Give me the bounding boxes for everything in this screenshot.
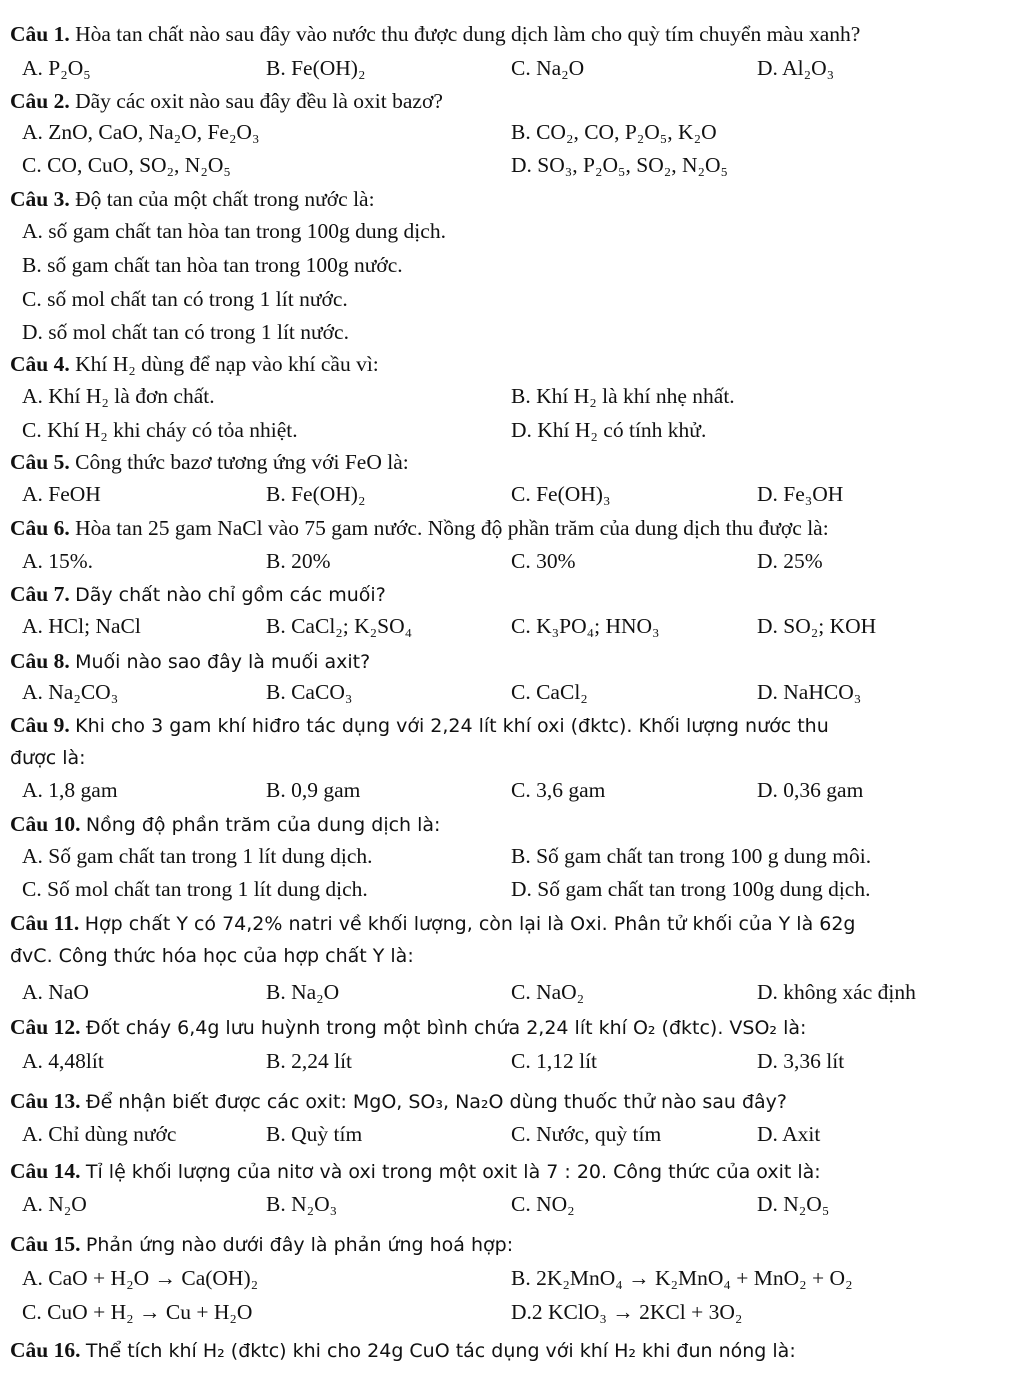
question-stem-12 — [10, 1011, 806, 1045]
question-label: Câu 4. — [10, 352, 70, 376]
question-text: Khi cho 3 gam khí hiđro tác dụng với 2,24 lít khí oxi (đktc). Khối lượng nước thu — [75, 715, 829, 737]
answer-option: D. số mol chất tan có trong 1 lít nước. — [22, 320, 349, 344]
question-text: Hợp chất Y có 74,2% natri về khối lượng, còn lại là Oxi. Phân tử khối của Y là 62g — [84, 913, 856, 935]
question-text: Phản ứng nào dưới đây là phản ứng hoá hợp: — [85, 1234, 514, 1256]
question-stem-16 — [10, 1334, 796, 1368]
answer-option: C. Khí H₂ khi cháy có tỏa nhiệt. — [22, 418, 298, 442]
question-text: Muối nào sao đây là muối axit? — [75, 651, 371, 673]
answer-option: C. số mol chất tan có trong 1 lít nước. — [22, 287, 348, 311]
question-stem-continued: đvC. Công thức hóa học của hợp chất Y là: — [10, 945, 414, 967]
question-label: Câu 8. — [10, 649, 70, 673]
question-stem-9 — [10, 709, 829, 743]
question-label: Câu 7. — [10, 582, 70, 606]
answer-option: A. Khí H₂ là đơn chất. — [22, 384, 215, 408]
answer-option: A. CaO + H₂O → Ca(OH)₂ — [22, 1266, 259, 1290]
answer-option: B. N₂O₃ — [266, 1192, 338, 1216]
question-text: Hòa tan chất nào sau đây vào nước thu được dung dịch làm cho quỳ tím chuyển màu xanh? — [75, 22, 861, 46]
answer-option: C. 1,12 lít — [511, 1049, 598, 1073]
answer-option: A. NaO — [22, 980, 89, 1004]
question-text: Thể tích khí H₂ (đktc) khi cho 24g CuO tác dụng với khí H₂ khi đun nóng là: — [85, 1340, 796, 1362]
question-stem-1 — [10, 18, 860, 51]
question-label: Câu 11. — [10, 911, 80, 935]
answer-option: C. 30% — [511, 549, 576, 573]
question-label: Câu 5. — [10, 450, 70, 474]
answer-option: A. P₂O₅ — [22, 56, 91, 80]
question-stem-continued: được là: — [10, 747, 86, 769]
answer-option: D. NaHCO₃ — [757, 680, 862, 704]
question-label: Câu 1. — [10, 22, 70, 46]
question-text: Tỉ lệ khối lượng của nitơ và oxi trong một oxit là 7 : 20. Công thức của oxit là: — [85, 1161, 821, 1183]
question-stem-4 — [10, 348, 379, 381]
answer-option: D. Khí H₂ có tính khử. — [511, 418, 707, 442]
question-stem-8 — [10, 645, 370, 679]
answer-option: B. Na₂O — [266, 980, 340, 1004]
question-label: Câu 12. — [10, 1015, 81, 1039]
answer-option: B. số gam chất tan hòa tan trong 100g nước. — [22, 253, 403, 277]
question-stem-3 — [10, 183, 375, 216]
answer-option: B. Fe(OH)₂ — [266, 482, 366, 506]
question-text: Hòa tan 25 gam NaCl vào 75 gam nước. Nồng độ phần trăm của dung dịch thu được là: — [75, 516, 829, 540]
question-stem-5 — [10, 446, 409, 479]
answer-option: B. Quỳ tím — [266, 1122, 363, 1146]
answer-option: B. CO₂, CO, P₂O₅, K₂O — [511, 120, 717, 144]
question-text: Độ tan của một chất trong nước là: — [75, 187, 375, 211]
answer-option: C. CuO + H₂ → Cu + H₂O — [22, 1300, 253, 1324]
answer-option: C. Nước, quỳ tím — [511, 1122, 662, 1146]
question-text: Khí H₂ dùng để nạp vào khí cầu vì: — [75, 352, 379, 376]
answer-option: C. CaCl₂ — [511, 680, 588, 704]
answer-option: C. CO, CuO, SO₂, N₂O₅ — [22, 153, 231, 177]
answer-option: B. CaCl₂; K₂SO₄ — [266, 614, 413, 638]
answer-option: D. SO₃, P₂O₅, SO₂, N₂O₅ — [511, 153, 729, 177]
answer-option: C. NO₂ — [511, 1192, 575, 1216]
answer-option: C. 3,6 gam — [511, 778, 606, 802]
answer-option: B. 2K₂MnO₄ → K₂MnO₄ + MnO₂ + O₂ — [511, 1266, 853, 1290]
answer-option: D. Số gam chất tan trong 100g dung dịch. — [511, 877, 871, 901]
question-stem-13 — [10, 1085, 787, 1119]
answer-option: B. CaCO₃ — [266, 680, 353, 704]
question-text: Nồng độ phần trăm của dung dịch là: — [85, 814, 441, 836]
question-text: Để nhận biết được các oxit: MgO, SO₃, Na₂O dùng thuốc thử nào sau đây? — [85, 1091, 788, 1113]
answer-option: C. Fe(OH)₃ — [511, 482, 611, 506]
answer-option: C. Số mol chất tan trong 1 lít dung dịch. — [22, 877, 368, 901]
answer-option: D. 25% — [757, 549, 823, 573]
question-label: Câu 16. — [10, 1338, 81, 1362]
question-stem-7 — [10, 578, 386, 612]
question-label: Câu 14. — [10, 1159, 81, 1183]
question-stem-10 — [10, 808, 440, 842]
question-label: Câu 9. — [10, 713, 70, 737]
answer-option: A. số gam chất tan hòa tan trong 100g dung dịch. — [22, 219, 446, 243]
answer-option: D. Fe₃OH — [757, 482, 844, 506]
answer-option: C. K₃PO₄; HNO₃ — [511, 614, 660, 638]
answer-option: D. 3,36 lít — [757, 1049, 845, 1073]
question-label: Câu 2. — [10, 89, 70, 113]
question-stem-2 — [10, 85, 443, 118]
answer-option: A. Chỉ dùng nước — [22, 1122, 177, 1146]
answer-option: B. 20% — [266, 549, 331, 573]
answer-option: D. Al₂O₃ — [757, 56, 835, 80]
question-label: Câu 10. — [10, 812, 81, 836]
question-label: Câu 13. — [10, 1089, 81, 1113]
answer-option: A. HCl; NaCl — [22, 614, 141, 638]
question-stem-14 — [10, 1155, 821, 1189]
answer-option: D. không xác định — [757, 980, 916, 1004]
answer-option: D. Axit — [757, 1122, 821, 1146]
question-text: Dãy các oxit nào sau đây đều là oxit bazơ? — [75, 89, 443, 113]
answer-option: D.2 KClO₃ → 2KCl + 3O₂ — [511, 1300, 743, 1324]
question-text: Công thức bazơ tương ứng với FeO là: — [75, 450, 409, 474]
question-text: Đốt cháy 6,4g lưu huỳnh trong một bình chứa 2,24 lít khí O₂ (đktc). VSO₂ là: — [85, 1017, 807, 1039]
question-stem-11 — [10, 907, 856, 941]
answer-option: A. 4,48lít — [22, 1049, 104, 1073]
question-label: Câu 3. — [10, 187, 70, 211]
question-label: Câu 15. — [10, 1232, 81, 1256]
answer-option: B. 2,24 lít — [266, 1049, 353, 1073]
answer-option: C. NaO₂ — [511, 980, 585, 1004]
answer-option: A. N₂O — [22, 1192, 87, 1216]
answer-option: D. SO₂; KOH — [757, 614, 877, 638]
answer-option: D. 0,36 gam — [757, 778, 864, 802]
question-stem-15 — [10, 1228, 513, 1262]
answer-option: B. Fe(OH)₂ — [266, 56, 366, 80]
answer-option: A. Số gam chất tan trong 1 lít dung dịch. — [22, 844, 373, 868]
answer-option: B. Số gam chất tan trong 100 g dung môi. — [511, 844, 872, 868]
answer-option: A. 1,8 gam — [22, 778, 118, 802]
question-stem-6 — [10, 512, 829, 545]
answer-option: C. Na₂O — [511, 56, 585, 80]
answer-option: A. FeOH — [22, 482, 101, 506]
answer-option: A. ZnO, CaO, Na₂O, Fe₂O₃ — [22, 120, 260, 144]
answer-option: A. Na₂CO₃ — [22, 680, 119, 704]
question-text: Dãy chất nào chỉ gồm các muối? — [75, 584, 386, 606]
answer-option: A. 15%. — [22, 549, 94, 573]
question-label: Câu 6. — [10, 516, 70, 540]
answer-option: D. N₂O₅ — [757, 1192, 830, 1216]
answer-option: B. 0,9 gam — [266, 778, 361, 802]
answer-option: B. Khí H₂ là khí nhẹ nhất. — [511, 384, 735, 408]
